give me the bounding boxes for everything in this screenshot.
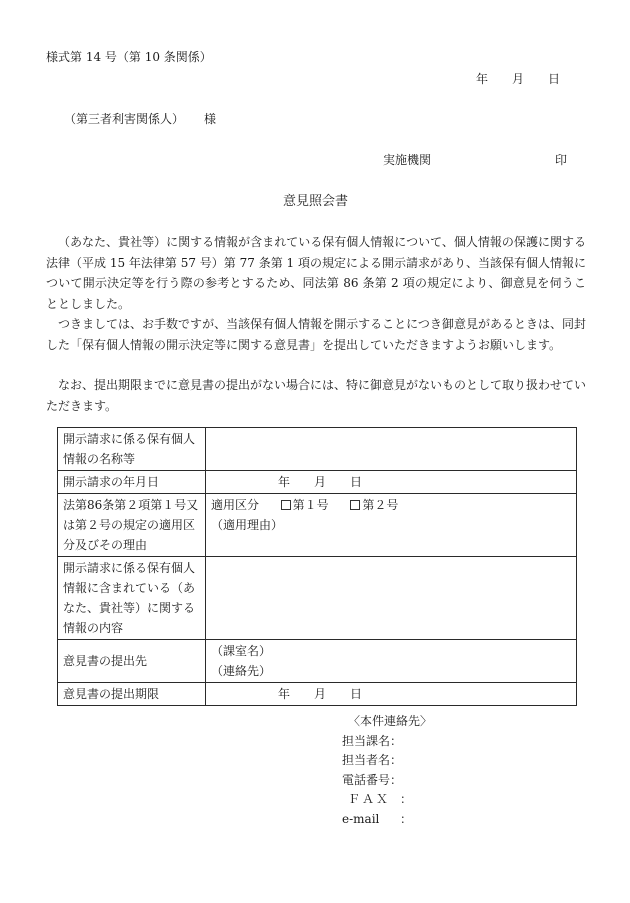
row-label-category: 法第86条第２項第１号又は第２号の規定の適用区分及びその理由: [58, 494, 206, 557]
issue-date: 年 月 日: [476, 72, 561, 86]
body-paragraph-2: つきましては、お手数ですが、当該保有個人情報を開示することにつき御意見があるときは、同封した「保有個人情報の開示決定等に関する意見書」を提出していただきますようお願いします。: [46, 317, 586, 352]
form-number: 様式第 14 号（第 10 条関係）: [46, 50, 212, 64]
table-row: [58, 494, 577, 557]
contact-email: e-mail ：: [342, 811, 413, 826]
info-table: [57, 427, 577, 706]
contact-block: [342, 712, 432, 830]
reason-label: （適用理由）: [211, 518, 284, 532]
option-1-checkbox[interactable]: 第１号: [281, 498, 329, 512]
table-row: [58, 683, 577, 706]
row-value-request-date: 年 月 日: [206, 471, 577, 494]
contact-dept: 担当課名：: [342, 733, 403, 748]
table-row: [58, 640, 577, 683]
row-label-submission-to: 意見書の提出先: [58, 640, 206, 683]
contact-person: 担当者名：: [342, 753, 403, 768]
section-name-label: （課室名）: [211, 644, 272, 658]
table-row: [58, 428, 577, 471]
row-label-record-name: 開示請求に係る保有個人情報の名称等: [58, 428, 206, 471]
addressee: [64, 110, 216, 127]
row-label-request-date: 開示請求の年月日: [58, 471, 206, 494]
row-label-info-content: 開示請求に係る保有個人情報に含まれている（あなた、貴社等）に関する情報の内容: [58, 557, 206, 640]
contact-heading: 〈本件連絡先〉: [348, 714, 433, 728]
contact-phone: 電話番号：: [342, 772, 403, 787]
checkbox-icon: [350, 500, 360, 510]
checkbox-icon: [281, 500, 291, 510]
table-row: [58, 557, 577, 640]
table-row: [58, 471, 577, 494]
seal-mark: 印: [555, 153, 568, 167]
addressee-name: （第三者利害関係人）: [64, 112, 185, 126]
addressee-honorific: 様: [204, 112, 217, 126]
row-value-category: [206, 494, 577, 557]
row-label-deadline: 意見書の提出期限: [58, 683, 206, 706]
row-value-deadline: 年 月 日: [206, 683, 577, 706]
body-paragraph-1: （あなた、貴社等）に関する情報が含まれている保有個人情報について、個人情報の保護に関する法律（平成 15 年法律第 57 号）第 77 条第 1 項の規定による開示請求があり、当該保有個人情報について開示決定等を行う際の参考とするため、同法第 86 条第 2 項の規定により、御意見を伺うこととしました。: [46, 235, 586, 311]
contact-fax: ＦＡＸ ：: [348, 792, 413, 807]
category-label: 適用区分: [211, 498, 260, 512]
contact-label: （連絡先）: [211, 664, 272, 678]
option-2-checkbox[interactable]: 第２号: [350, 498, 398, 512]
row-value-submission-to: [206, 640, 577, 683]
sender-label: 実施機関: [383, 153, 432, 167]
row-value-record-name: [206, 428, 577, 471]
row-value-info-content: [206, 557, 577, 640]
page-title: 意見照会書: [283, 194, 349, 209]
body-paragraph-3: なお、提出期限までに意見書の提出がない場合には、特に御意見がないものとして取り扱わせていただきます。: [46, 378, 587, 413]
